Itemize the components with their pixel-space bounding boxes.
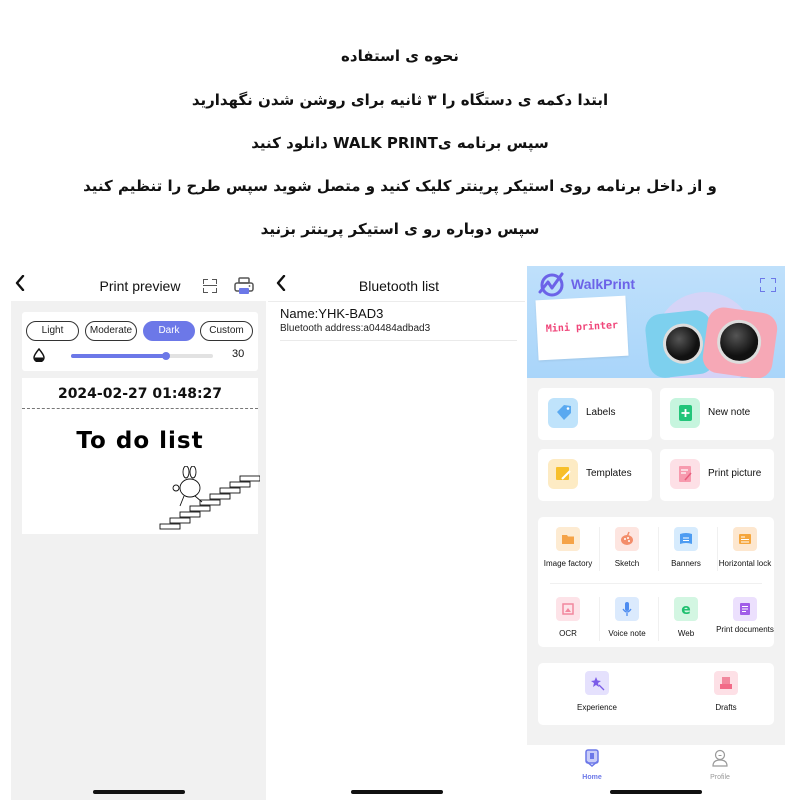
- banner-text: Mini printer: [545, 320, 619, 335]
- folder-icon: [556, 527, 580, 551]
- scan-icon[interactable]: [203, 279, 217, 293]
- preview-heading: To do list: [76, 428, 204, 454]
- instructions-title: نحوه ی استفاده: [341, 47, 459, 65]
- ocr-scan-icon: [556, 597, 580, 621]
- picture-pen-icon: [670, 459, 700, 489]
- pink-printer-image: [701, 305, 780, 378]
- print-preview-screen: [11, 266, 266, 800]
- extra-label: Experience: [576, 703, 618, 712]
- document-icon: [733, 597, 757, 621]
- tool-label: OCR: [559, 629, 577, 638]
- preview-datetime: 2024-02-27 01:48:27: [57, 386, 223, 402]
- tool-label: Banners: [671, 559, 701, 568]
- page-title: Bluetooth list: [358, 278, 440, 294]
- tool-label: Image factory: [543, 559, 593, 568]
- text-horizontal-icon: [733, 527, 757, 551]
- instruction-step-3: و از داخل برنامه روی استیکر پرینتر کلیک کنید و متصل شوید سپس طرح را تنظیم کنید: [83, 177, 717, 195]
- tool-label: Sketch: [614, 559, 640, 568]
- ink-drop-icon: [33, 348, 45, 362]
- extra-label: Drafts: [715, 703, 737, 712]
- density-light-button[interactable]: Light: [26, 321, 79, 341]
- extras-card: [538, 663, 774, 725]
- magic-wand-icon: [585, 671, 609, 695]
- instruction-step-2: سپس برنامه یWALK PRINT دانلود کنید: [251, 134, 549, 152]
- density-slider[interactable]: [71, 354, 213, 358]
- tool-label: Horizontal lock: [718, 559, 772, 568]
- labels-card[interactable]: [538, 388, 652, 440]
- home-indicator: [351, 790, 443, 794]
- card-label: Print picture: [708, 468, 762, 479]
- brand-name: WalkPrint: [571, 276, 636, 292]
- tool-label: Voice note: [608, 629, 646, 638]
- density-value: 30: [232, 348, 245, 360]
- banner-paper: [535, 296, 628, 361]
- home-indicator: [93, 790, 185, 794]
- templates-card[interactable]: [538, 449, 652, 501]
- microphone-icon: [615, 597, 639, 621]
- walkprint-logo-icon: [537, 272, 567, 298]
- list-divider: [280, 340, 517, 341]
- tool-label: Print documents: [716, 625, 774, 634]
- tools-grid: [538, 517, 774, 647]
- print-picture-card[interactable]: [660, 449, 774, 501]
- tag-icon: [548, 398, 578, 428]
- page-title: Print preview: [99, 278, 181, 294]
- svg-text:e: e: [681, 602, 691, 618]
- tab-home[interactable]: [562, 749, 622, 781]
- promo-banner[interactable]: [527, 266, 785, 378]
- banner-flag-icon: [674, 527, 698, 551]
- profile-icon: [711, 749, 729, 767]
- slider-thumb[interactable]: [162, 352, 170, 360]
- template-pen-icon: [548, 459, 578, 489]
- card-label: New note: [708, 407, 751, 418]
- tool-ocr[interactable]: [538, 597, 598, 639]
- web-browser-icon: [674, 597, 698, 621]
- drafts-button[interactable]: [696, 671, 756, 713]
- slider-fill: [71, 354, 166, 358]
- dashed-divider: [22, 408, 258, 409]
- instruction-step-1: ابتدا دکمه ی دستگاه را ۳ ثانیه برای روشن شدن نگهدارید: [191, 91, 609, 109]
- print-preview-header: [11, 266, 266, 301]
- instructions: [0, 0, 800, 262]
- palette-icon: [615, 527, 639, 551]
- home-icon: [583, 749, 601, 767]
- print-preview-canvas: [22, 378, 258, 534]
- bottom-tab-bar: [527, 745, 785, 800]
- instruction-step-4: سپس دوباره رو ی استیکر پرینتر بزنید: [260, 220, 540, 238]
- device-name: Name:YHK-BAD3: [280, 306, 384, 321]
- tab-label: Profile: [710, 774, 730, 781]
- device-address: Bluetooth address:a04484adbad3: [280, 323, 431, 334]
- tool-horizontal-lock[interactable]: [715, 527, 775, 569]
- scan-icon[interactable]: [760, 278, 776, 292]
- density-dark-button[interactable]: Dark: [143, 321, 195, 341]
- density-custom-button[interactable]: Custom: [200, 321, 253, 341]
- bluetooth-list-screen: [268, 266, 525, 800]
- new-note-card[interactable]: [660, 388, 774, 440]
- experience-button[interactable]: [567, 671, 627, 713]
- printer-icon[interactable]: [234, 277, 254, 295]
- card-label: Labels: [586, 407, 616, 418]
- rabbit-stairs-illustration: [150, 466, 260, 532]
- grid-divider: [550, 583, 762, 584]
- home-indicator: [610, 790, 702, 794]
- tool-label: Web: [677, 629, 695, 638]
- tool-image-factory[interactable]: [538, 527, 598, 569]
- density-moderate-button[interactable]: Moderate: [85, 321, 137, 341]
- tab-label: Home: [582, 774, 602, 781]
- walkprint-home-screen: [527, 266, 785, 800]
- header-divider: [268, 301, 525, 302]
- tool-print-documents[interactable]: [715, 597, 775, 635]
- tool-sketch[interactable]: [597, 527, 657, 569]
- note-plus-icon: [670, 398, 700, 428]
- tool-banners[interactable]: [656, 527, 716, 569]
- drafts-tray-icon: [714, 671, 738, 695]
- tab-profile[interactable]: [690, 749, 750, 781]
- tool-web[interactable]: [656, 597, 716, 639]
- density-selector: [22, 312, 258, 371]
- tool-voice-note[interactable]: [597, 597, 657, 639]
- card-label: Templates: [586, 468, 632, 479]
